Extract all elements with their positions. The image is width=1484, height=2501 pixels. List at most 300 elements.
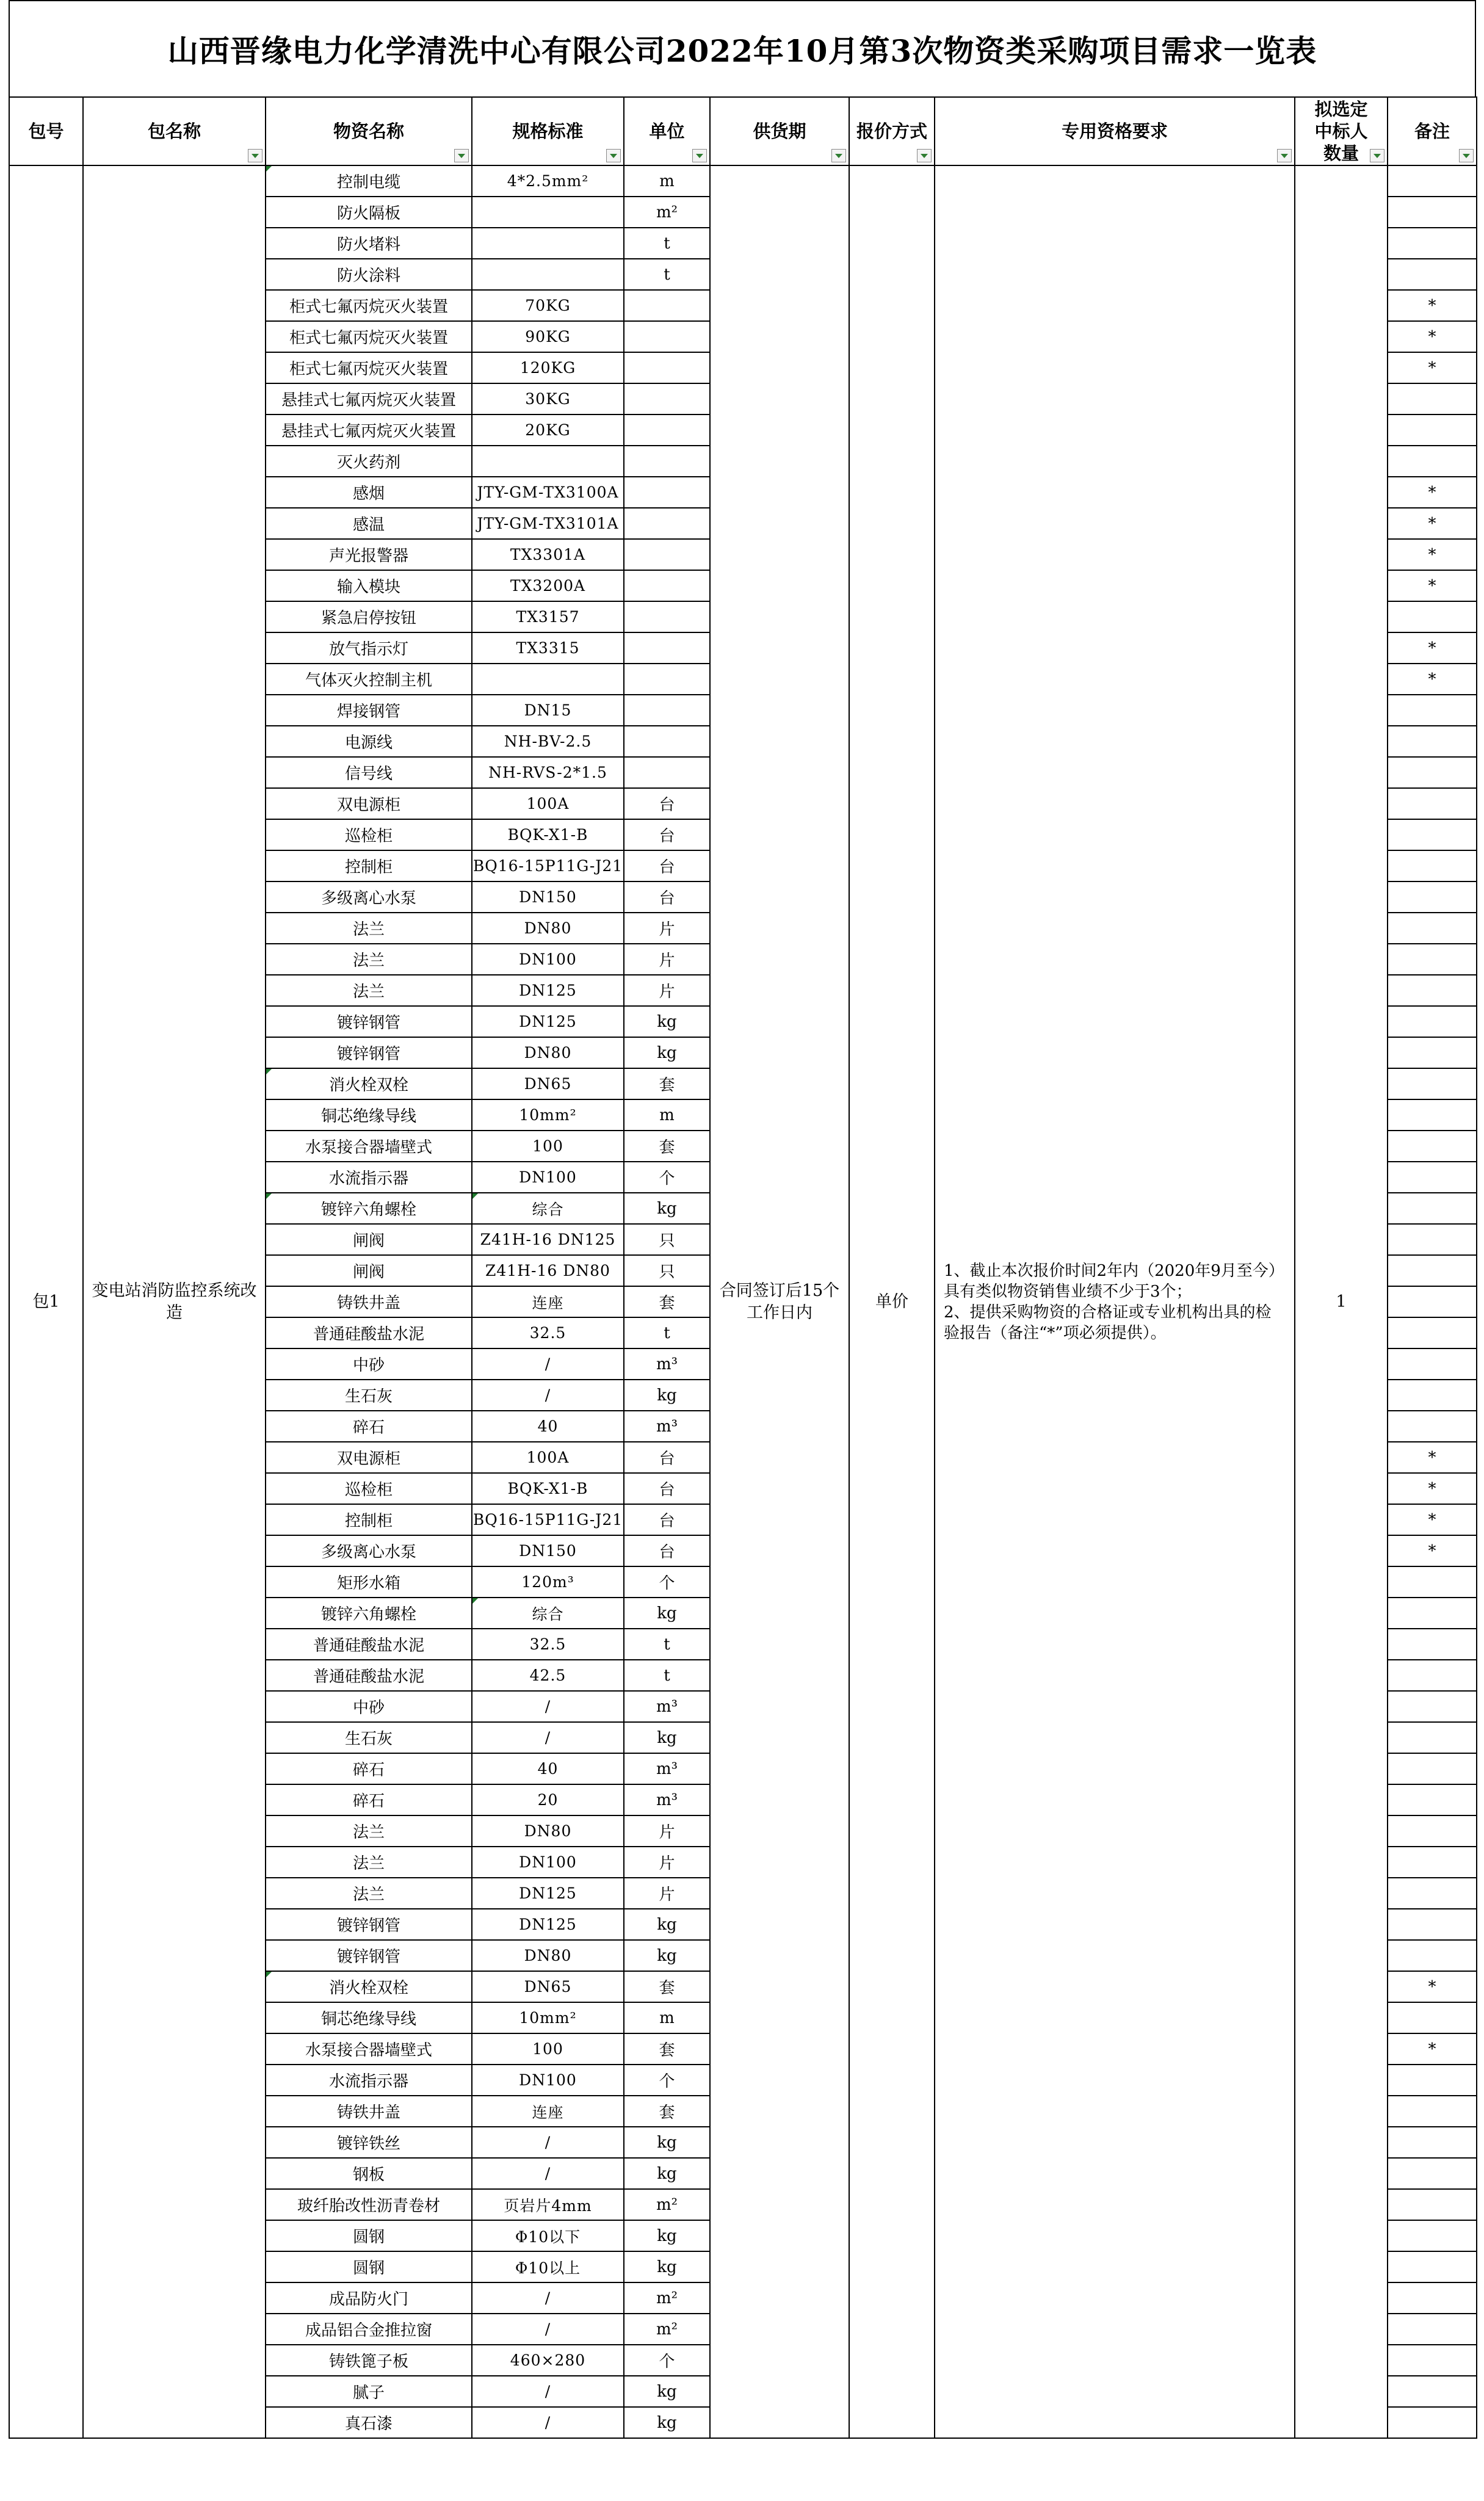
item-name-cell: 柜式七氟丙烷灭火装置	[266, 290, 472, 321]
item-name-cell: 水流指示器	[266, 2065, 472, 2096]
item-spec-cell: 90KG	[472, 321, 624, 352]
item-spec-cell: Φ10以上	[472, 2251, 624, 2282]
note-cell: *	[1388, 352, 1477, 383]
note-cell: *	[1388, 632, 1477, 664]
item-unit-cell: 台	[624, 850, 710, 881]
note-cell: *	[1388, 477, 1477, 508]
note-cell	[1388, 1162, 1477, 1193]
item-name-cell: 镀锌钢管	[266, 1940, 472, 1971]
note-cell: *	[1388, 1442, 1477, 1473]
requirement-line: 1、截止本次报价时间2年内（2020年9月至今）具有类似物资销售业绩不少于3个；	[944, 1261, 1284, 1301]
item-unit-cell: 片	[624, 1815, 710, 1847]
item-unit-cell: m³	[624, 1753, 710, 1784]
item-name-cell: 生石灰	[266, 1722, 472, 1753]
item-name-cell: 控制柜	[266, 850, 472, 881]
item-name-cell: 镀锌钢管	[266, 1006, 472, 1037]
item-unit-cell	[624, 664, 710, 695]
note-cell: *	[1388, 664, 1477, 695]
col-unit-label: 单位	[649, 121, 685, 142]
item-unit-cell	[624, 601, 710, 632]
item-unit-cell: 台	[624, 881, 710, 913]
table-row	[9, 165, 1477, 197]
note-cell	[1388, 881, 1477, 913]
item-name-cell: 放气指示灯	[266, 632, 472, 664]
item-spec-cell: 42.5	[472, 1660, 624, 1691]
note-cell	[1388, 1940, 1477, 1971]
package-id-cell: 包1	[9, 165, 83, 2438]
col-bidders-header	[1295, 97, 1388, 165]
item-name-cell: 镀锌钢管	[266, 1037, 472, 1068]
note-cell	[1388, 695, 1477, 726]
filter-dropdown-icon[interactable]	[692, 149, 707, 162]
requirements-cell	[935, 165, 1295, 2438]
item-spec-cell: DN150	[472, 1535, 624, 1566]
item-name-cell: 真石漆	[266, 2407, 472, 2438]
item-spec-cell: NH-BV-2.5	[472, 726, 624, 757]
item-spec-cell: DN80	[472, 1037, 624, 1068]
item-spec-cell: DN80	[472, 1940, 624, 1971]
item-spec-cell: Φ10以下	[472, 2220, 624, 2251]
requirements-table	[9, 96, 1477, 2439]
item-unit-cell: m	[624, 2002, 710, 2033]
item-unit-cell	[624, 695, 710, 726]
item-unit-cell: kg	[624, 2251, 710, 2282]
note-cell: *	[1388, 2033, 1477, 2065]
note-cell: *	[1388, 570, 1477, 601]
item-spec-cell: DN125	[472, 1878, 624, 1909]
item-unit-cell: kg	[624, 1598, 710, 1629]
note-cell	[1388, 1068, 1477, 1099]
note-cell	[1388, 259, 1477, 290]
item-name-cell: 中砂	[266, 1691, 472, 1722]
item-unit-cell: 只	[624, 1224, 710, 1255]
item-spec-cell: Z41H-16 DN125	[472, 1224, 624, 1255]
item-name-cell: 镀锌六角螺栓	[266, 1598, 472, 1629]
col-note-label: 备注	[1414, 121, 1450, 142]
item-spec-cell	[472, 664, 624, 695]
item-name-cell: 法兰	[266, 944, 472, 975]
item-name-cell: 紧急启停按钮	[266, 601, 472, 632]
item-spec-cell: /	[472, 2282, 624, 2314]
item-unit-cell: kg	[624, 1193, 710, 1224]
item-unit-cell: m²	[624, 2189, 710, 2220]
note-cell	[1388, 1411, 1477, 1442]
item-name-cell: 铜芯绝缘导线	[266, 1099, 472, 1131]
item-spec-cell: 120KG	[472, 352, 624, 383]
item-spec-cell: /	[472, 2376, 624, 2407]
item-name-cell: 碎石	[266, 1753, 472, 1784]
item-unit-cell: 台	[624, 1535, 710, 1566]
note-cell	[1388, 1193, 1477, 1224]
item-name-cell: 圆钢	[266, 2251, 472, 2282]
note-cell	[1388, 1255, 1477, 1286]
item-spec-cell: 30KG	[472, 383, 624, 414]
item-name-cell: 成品防火门	[266, 2282, 472, 2314]
item-name-cell: 巡检柜	[266, 1473, 472, 1504]
page-title: 山西晋缘电力化学清洗中心有限公司2022年10月第3次物资类采购项目需求一览表	[9, 0, 1476, 96]
note-cell	[1388, 1006, 1477, 1037]
item-name-cell: 铸铁篦子板	[266, 2345, 472, 2376]
requirement-line: 2、提供采购物资的合格证或专业机构出具的检验报告（备注“*”项必须提供）。	[944, 1303, 1272, 1342]
note-cell	[1388, 1691, 1477, 1722]
item-unit-cell: 套	[624, 1068, 710, 1099]
item-unit-cell	[624, 321, 710, 352]
item-unit-cell: 只	[624, 1255, 710, 1286]
note-cell	[1388, 1784, 1477, 1815]
note-cell	[1388, 601, 1477, 632]
item-spec-cell: 页岩片4mm	[472, 2189, 624, 2220]
item-unit-cell: m²	[624, 2282, 710, 2314]
item-spec-cell: TX3157	[472, 601, 624, 632]
item-spec-cell: DN125	[472, 1909, 624, 1940]
item-unit-cell: kg	[624, 1380, 710, 1411]
item-name-cell: 普通硅酸盐水泥	[266, 1629, 472, 1660]
item-unit-cell: t	[624, 1660, 710, 1691]
item-name-cell: 生石灰	[266, 1380, 472, 1411]
item-name-cell: 法兰	[266, 913, 472, 944]
delivery-cell: 合同签订后15个工作日内	[710, 165, 849, 2438]
note-cell	[1388, 850, 1477, 881]
note-cell	[1388, 2376, 1477, 2407]
item-spec-cell: 综合	[472, 1598, 624, 1629]
item-spec-cell: TX3200A	[472, 570, 624, 601]
item-unit-cell: kg	[624, 1037, 710, 1068]
item-unit-cell: kg	[624, 1940, 710, 1971]
item-unit-cell: kg	[624, 1006, 710, 1037]
item-unit-cell: 台	[624, 1473, 710, 1504]
item-spec-cell: DN100	[472, 1162, 624, 1193]
note-cell	[1388, 1753, 1477, 1784]
item-spec-cell: 100A	[472, 788, 624, 819]
note-cell: *	[1388, 508, 1477, 539]
filter-dropdown-icon[interactable]	[454, 149, 469, 162]
item-spec-cell: 100A	[472, 1442, 624, 1473]
note-cell	[1388, 446, 1477, 477]
item-name-cell: 消火栓双栓	[266, 1068, 472, 1099]
note-cell	[1388, 913, 1477, 944]
item-unit-cell: kg	[624, 2127, 710, 2158]
filter-dropdown-icon[interactable]	[1459, 149, 1474, 162]
item-spec-cell: JTY-GM-TX3100A	[472, 477, 624, 508]
note-cell	[1388, 2002, 1477, 2033]
item-name-cell: 多级离心水泵	[266, 881, 472, 913]
note-cell	[1388, 1037, 1477, 1068]
item-spec-cell: DN65	[472, 1068, 624, 1099]
item-name-cell: 碎石	[266, 1784, 472, 1815]
item-name-cell: 铸铁井盖	[266, 1286, 472, 1317]
note-cell	[1388, 2251, 1477, 2282]
item-name-cell: 焊接钢管	[266, 695, 472, 726]
item-spec-cell: DN100	[472, 1847, 624, 1878]
item-unit-cell: m³	[624, 1411, 710, 1442]
note-cell	[1388, 944, 1477, 975]
item-unit-cell: kg	[624, 2376, 710, 2407]
item-name-cell: 普通硅酸盐水泥	[266, 1317, 472, 1348]
note-cell	[1388, 1878, 1477, 1909]
item-name-cell: 多级离心水泵	[266, 1535, 472, 1566]
item-unit-cell	[624, 352, 710, 383]
item-spec-cell: 120m³	[472, 1566, 624, 1598]
note-cell	[1388, 726, 1477, 757]
item-unit-cell: 台	[624, 788, 710, 819]
filter-dropdown-icon[interactable]	[248, 149, 262, 162]
item-unit-cell: 个	[624, 2345, 710, 2376]
note-cell	[1388, 819, 1477, 850]
item-unit-cell	[624, 570, 710, 601]
item-unit-cell: m	[624, 165, 710, 197]
item-unit-cell: t	[624, 1317, 710, 1348]
note-cell	[1388, 2158, 1477, 2189]
item-unit-cell	[624, 383, 710, 414]
item-spec-cell: 32.5	[472, 1317, 624, 1348]
note-cell	[1388, 1847, 1477, 1878]
item-spec-cell: 4*2.5mm²	[472, 165, 624, 197]
item-unit-cell: m³	[624, 1691, 710, 1722]
item-spec-cell: DN125	[472, 975, 624, 1006]
item-spec-cell: DN150	[472, 881, 624, 913]
item-spec-cell: TX3315	[472, 632, 624, 664]
item-name-cell: 悬挂式七氟丙烷灭火装置	[266, 383, 472, 414]
item-spec-cell: 20KG	[472, 414, 624, 446]
item-name-cell: 铸铁井盖	[266, 2096, 472, 2127]
item-unit-cell: m²	[624, 197, 710, 228]
item-unit-cell: t	[624, 259, 710, 290]
note-cell	[1388, 165, 1477, 197]
item-unit-cell: 套	[624, 2033, 710, 2065]
item-unit-cell: 片	[624, 944, 710, 975]
note-cell	[1388, 1598, 1477, 1629]
item-spec-cell: 32.5	[472, 1629, 624, 1660]
item-name-cell: 控制电缆	[266, 165, 472, 197]
item-unit-cell	[624, 632, 710, 664]
filter-dropdown-icon[interactable]	[606, 149, 621, 162]
item-unit-cell	[624, 414, 710, 446]
note-cell	[1388, 2345, 1477, 2376]
item-spec-cell: DN100	[472, 944, 624, 975]
note-cell	[1388, 1099, 1477, 1131]
item-name-cell: 中砂	[266, 1348, 472, 1380]
col-unit-header	[624, 97, 710, 165]
item-spec-cell	[472, 446, 624, 477]
item-unit-cell: t	[624, 228, 710, 259]
note-cell: *	[1388, 539, 1477, 570]
item-unit-cell	[624, 446, 710, 477]
item-name-cell: 水泵接合器墙壁式	[266, 2033, 472, 2065]
item-spec-cell: /	[472, 1691, 624, 1722]
filter-dropdown-icon[interactable]	[1370, 149, 1384, 162]
item-spec-cell: Z41H-16 DN80	[472, 1255, 624, 1286]
item-unit-cell	[624, 726, 710, 757]
item-unit-cell	[624, 757, 710, 788]
item-name-cell: 玻纤胎改性沥青卷材	[266, 2189, 472, 2220]
item-name-cell: 双电源柜	[266, 1442, 472, 1473]
item-spec-cell: BQ16-15P11G-J21	[472, 1504, 624, 1535]
note-cell	[1388, 2314, 1477, 2345]
item-name-cell: 水流指示器	[266, 1162, 472, 1193]
note-cell	[1388, 757, 1477, 788]
item-unit-cell: kg	[624, 2407, 710, 2438]
col-item-name-header	[266, 97, 472, 165]
note-cell	[1388, 1909, 1477, 1940]
col-delivery-header	[710, 97, 849, 165]
filter-dropdown-icon[interactable]	[1277, 149, 1292, 162]
note-cell	[1388, 414, 1477, 446]
note-cell: *	[1388, 1473, 1477, 1504]
item-name-cell: 镀锌六角螺栓	[266, 1193, 472, 1224]
filter-dropdown-icon[interactable]	[831, 149, 846, 162]
item-name-cell: 法兰	[266, 975, 472, 1006]
item-name-cell: 双电源柜	[266, 788, 472, 819]
item-name-cell: 法兰	[266, 1815, 472, 1847]
note-cell: *	[1388, 1535, 1477, 1566]
bidders-cell: 1	[1295, 165, 1388, 2438]
item-spec-cell: 100	[472, 1131, 624, 1162]
item-name-cell: 镀锌钢管	[266, 1909, 472, 1940]
item-spec-cell: 70KG	[472, 290, 624, 321]
item-spec-cell: BQK-X1-B	[472, 1473, 624, 1504]
item-spec-cell: DN100	[472, 2065, 624, 2096]
col-delivery-label: 供货期	[753, 121, 806, 142]
item-name-cell: 输入模块	[266, 570, 472, 601]
spreadsheet	[9, 0, 1476, 2439]
item-name-cell: 柜式七氟丙烷灭火装置	[266, 352, 472, 383]
item-name-cell: 控制柜	[266, 1504, 472, 1535]
filter-dropdown-icon[interactable]	[917, 149, 932, 162]
item-spec-cell: DN80	[472, 1815, 624, 1847]
item-unit-cell: kg	[624, 1722, 710, 1753]
item-unit-cell: 片	[624, 975, 710, 1006]
item-spec-cell: 40	[472, 1411, 624, 1442]
item-unit-cell: 套	[624, 1131, 710, 1162]
item-unit-cell	[624, 508, 710, 539]
note-cell	[1388, 975, 1477, 1006]
item-name-cell: 普通硅酸盐水泥	[266, 1660, 472, 1691]
item-name-cell: 电源线	[266, 726, 472, 757]
item-spec-cell: 连座	[472, 1286, 624, 1317]
item-spec-cell: /	[472, 2314, 624, 2345]
item-name-cell: 圆钢	[266, 2220, 472, 2251]
note-cell	[1388, 788, 1477, 819]
item-name-cell: 信号线	[266, 757, 472, 788]
col-package-name-label: 包名称	[147, 121, 201, 142]
col-package-name-header	[83, 97, 266, 165]
item-spec-cell: BQ16-15P11G-J21	[472, 850, 624, 881]
item-spec-cell: DN65	[472, 1971, 624, 2002]
item-spec-cell: 20	[472, 1784, 624, 1815]
item-spec-cell: DN125	[472, 1006, 624, 1037]
item-unit-cell: 片	[624, 1878, 710, 1909]
item-name-cell: 镀锌铁丝	[266, 2127, 472, 2158]
item-spec-cell	[472, 228, 624, 259]
item-name-cell: 声光报警器	[266, 539, 472, 570]
note-cell	[1388, 1660, 1477, 1691]
item-unit-cell	[624, 477, 710, 508]
item-spec-cell: /	[472, 1380, 624, 1411]
item-unit-cell	[624, 290, 710, 321]
item-spec-cell: 100	[472, 2033, 624, 2065]
item-name-cell: 气体灭火控制主机	[266, 664, 472, 695]
header-row	[9, 97, 1477, 165]
item-unit-cell: 台	[624, 819, 710, 850]
note-cell	[1388, 1380, 1477, 1411]
note-cell: *	[1388, 290, 1477, 321]
col-pricing-header	[849, 97, 935, 165]
note-cell	[1388, 197, 1477, 228]
package-name-cell: 变电站消防监控系统改造	[83, 165, 266, 2438]
item-name-cell: 感温	[266, 508, 472, 539]
item-name-cell: 闸阀	[266, 1255, 472, 1286]
item-name-cell: 法兰	[266, 1847, 472, 1878]
item-unit-cell: 套	[624, 1286, 710, 1317]
col-requirements-label: 专用资格要求	[1061, 121, 1168, 142]
note-cell: *	[1388, 1504, 1477, 1535]
note-cell	[1388, 1317, 1477, 1348]
note-cell	[1388, 1348, 1477, 1380]
item-unit-cell: m	[624, 1099, 710, 1131]
item-name-cell: 柜式七氟丙烷灭火装置	[266, 321, 472, 352]
col-pricing-label: 报价方式	[856, 121, 927, 142]
note-cell	[1388, 2096, 1477, 2127]
col-spec-label: 规格标准	[512, 121, 584, 142]
note-cell	[1388, 2127, 1477, 2158]
item-unit-cell: 台	[624, 1442, 710, 1473]
item-name-cell: 矩形水箱	[266, 1566, 472, 1598]
note-cell: *	[1388, 321, 1477, 352]
item-unit-cell: 个	[624, 1162, 710, 1193]
note-cell	[1388, 2282, 1477, 2314]
item-name-cell: 防火隔板	[266, 197, 472, 228]
item-spec-cell: 综合	[472, 1193, 624, 1224]
item-spec-cell: /	[472, 1722, 624, 1753]
item-spec-cell: /	[472, 2127, 624, 2158]
item-name-cell: 消火栓双栓	[266, 1971, 472, 2002]
col-item-name-label: 物资名称	[333, 121, 404, 142]
note-cell	[1388, 1224, 1477, 1255]
item-spec-cell: JTY-GM-TX3101A	[472, 508, 624, 539]
item-name-cell: 悬挂式七氟丙烷灭火装置	[266, 414, 472, 446]
pricing-cell: 单价	[849, 165, 935, 2438]
item-name-cell: 腻子	[266, 2376, 472, 2407]
item-spec-cell: /	[472, 1348, 624, 1380]
note-cell: *	[1388, 1971, 1477, 2002]
item-unit-cell: kg	[624, 1909, 710, 1940]
col-requirements-header	[935, 97, 1295, 165]
item-name-cell: 碎石	[266, 1411, 472, 1442]
item-name-cell: 防火涂料	[266, 259, 472, 290]
item-unit-cell: m³	[624, 1784, 710, 1815]
item-spec-cell: 40	[472, 1753, 624, 1784]
item-spec-cell: TX3301A	[472, 539, 624, 570]
note-cell	[1388, 2220, 1477, 2251]
col-bidders-label: 拟选定中标人数量	[1314, 99, 1368, 164]
note-cell	[1388, 2189, 1477, 2220]
note-cell	[1388, 1815, 1477, 1847]
item-spec-cell: /	[472, 2158, 624, 2189]
col-note-header	[1388, 97, 1477, 165]
item-unit-cell: 套	[624, 2096, 710, 2127]
item-unit-cell: 个	[624, 2065, 710, 2096]
item-spec-cell: /	[472, 2407, 624, 2438]
item-name-cell: 闸阀	[266, 1224, 472, 1255]
col-package-id-label: 包号	[28, 121, 64, 142]
table-body	[9, 165, 1477, 2438]
item-name-cell: 铜芯绝缘导线	[266, 2002, 472, 2033]
note-cell	[1388, 1629, 1477, 1660]
item-unit-cell: kg	[624, 2220, 710, 2251]
col-spec-header	[472, 97, 624, 165]
item-unit-cell: m²	[624, 2314, 710, 2345]
item-name-cell: 防火堵料	[266, 228, 472, 259]
